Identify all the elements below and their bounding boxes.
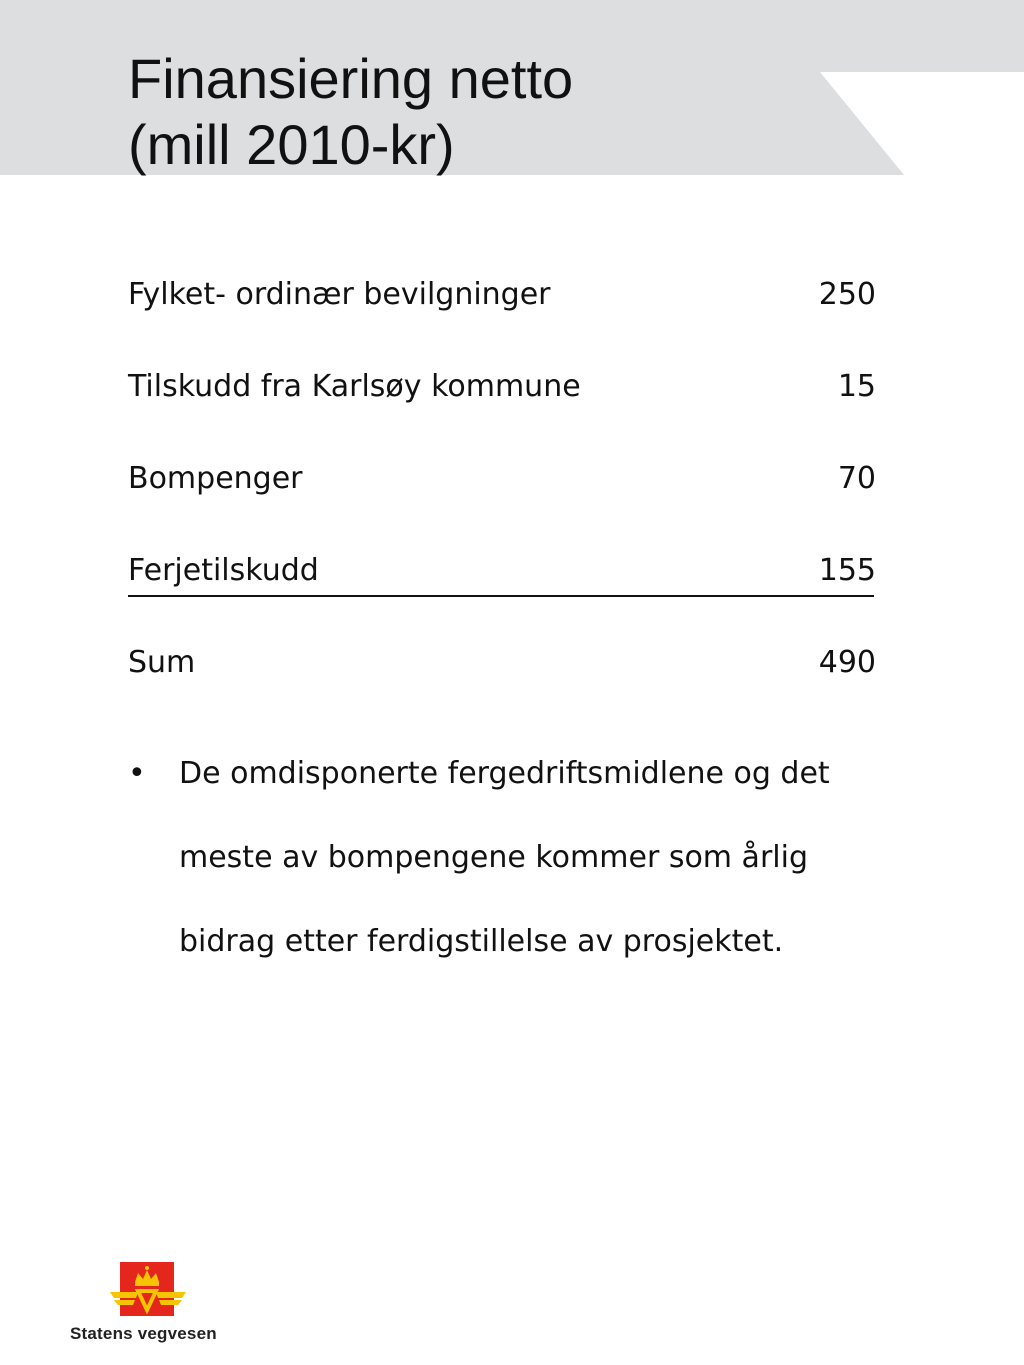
table-row <box>128 272 876 364</box>
logo-text: Statens vegvesen <box>70 1324 217 1343</box>
row-label: Tilskudd fra Karlsøy kommune <box>128 369 581 404</box>
table-row <box>128 364 876 456</box>
bullet-line-3: bidrag etter ferdigstillelse av prosjektet. <box>179 924 784 959</box>
row-value: 250 <box>818 277 876 312</box>
bullet-line-2: meste av bompengene kommer som årlig <box>179 840 808 875</box>
subtotal-underline <box>128 595 874 597</box>
row-label: Bompenger <box>128 461 303 496</box>
bullet-symbol: • <box>128 756 146 791</box>
statens-vegvesen-logo <box>66 1262 246 1352</box>
row-value: 15 <box>837 369 876 404</box>
table-row-sum <box>128 640 876 732</box>
financing-table <box>128 272 876 732</box>
slide-title <box>128 46 828 178</box>
row-value: 70 <box>837 461 876 496</box>
logo-emblem-icon <box>110 1262 186 1318</box>
row-value: 490 <box>818 645 876 680</box>
bullet-line-1: De omdisponerte fergedriftsmidlene og det <box>179 756 830 791</box>
row-value: 155 <box>818 553 876 588</box>
slide-title-line-1: Finansiering netto <box>128 47 574 110</box>
bullet-text <box>179 732 939 984</box>
table-row <box>128 456 876 548</box>
row-label: Ferjetilskudd <box>128 553 319 588</box>
slide-title-line-2: (mill 2010-kr) <box>128 113 455 176</box>
table-row <box>128 548 876 640</box>
row-label: Fylket- ordinær bevilgninger <box>128 277 551 312</box>
row-label: Sum <box>128 645 196 680</box>
